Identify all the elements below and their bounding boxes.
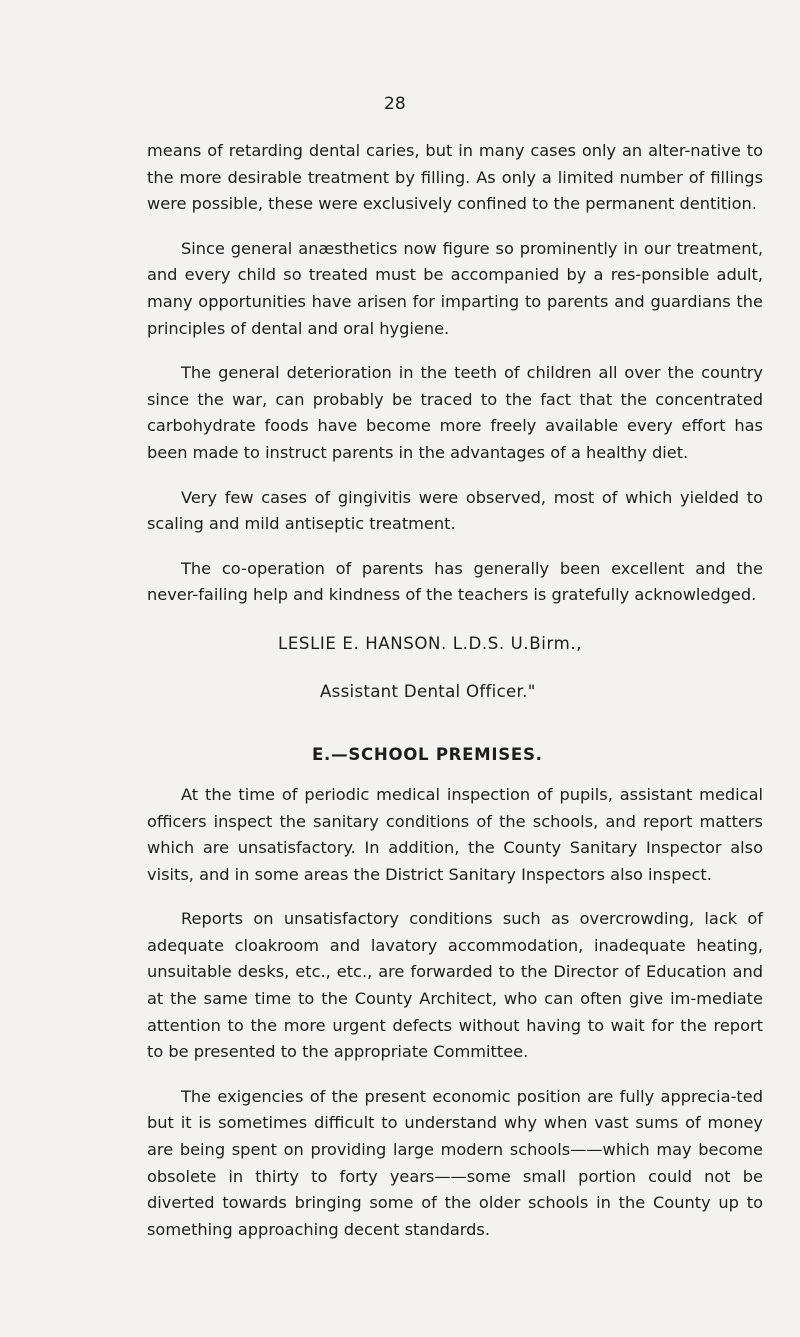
paragraph-dental-caries: means of retarding dental caries, but in many cases only an alter-native to the more desirable treatment by filling. As only a limited number of fillings were possible, these were exclusively confined to the permanent dentition. <box>147 141 763 214</box>
document-body <box>147 138 763 1243</box>
page-number: 28 <box>384 94 406 114</box>
paragraph-reports: Reports on unsatisfactory conditions such as overcrowding, lack of adequate cloakroom and lavatory accommodation, inadequate heating, unsuitable desks, etc., etc., are forwarded to the Director of Education and at the same time to the County Architect, who can often give im-mediate attention to the more urgent defects without having to wait for the report to be presented to the appropriate Committee. <box>147 909 763 1062</box>
paragraph-deterioration: The general deterioration in the teeth of children all over the country since the war, can probably be traced to the fact that the concentrated carbohydrate foods have become more freely available every effort has been made to instruct parents in the advantages of a healthy diet. <box>147 363 763 462</box>
paragraph-cooperation: The co-operation of parents has generally been excellent and the never-failing help and kindness of the teachers is gratefully acknowledged. <box>147 558 763 605</box>
paragraph-exigencies: The exigencies of the present economic position are fully apprecia-ted but it is sometimes difficult to understand why when vast sums of money are being spent on providing large modern schools——which may become obsolete in thirty to forty years——some small portion could not be diverted towards bringing some of the older schools in the County up to something approaching decent standards. <box>147 1086 763 1239</box>
paragraph-inspection: At the time of periodic medical inspection of pupils, assistant medical officers inspect the sanitary conditions of the schools, and report matters which are unsatisfactory. In addition, the County Sanitary Inspector also visits, and in some areas the District Sanitary Inspectors also inspect. <box>147 784 763 884</box>
signature-name: LESLIE E. HANSON. L.D.S. U.Birm., <box>278 633 583 653</box>
signature-block <box>147 630 763 705</box>
signature-title: Assistant Dental Officer." <box>320 681 536 701</box>
paragraph-anaesthetics: Since general anæsthetics now figure so prominently in our treatment, and every child so treated must be accompanied by a res-ponsible adult, many opportunities have arisen for imparting to parents and guardians the principles of dental and oral hygiene. <box>147 238 763 338</box>
section-heading: E.—SCHOOL PREMISES. <box>312 744 543 764</box>
paragraph-gingivitis: Very few cases of gingivitis were observed, most of which yielded to scaling and mild antiseptic treatment. <box>147 487 763 534</box>
